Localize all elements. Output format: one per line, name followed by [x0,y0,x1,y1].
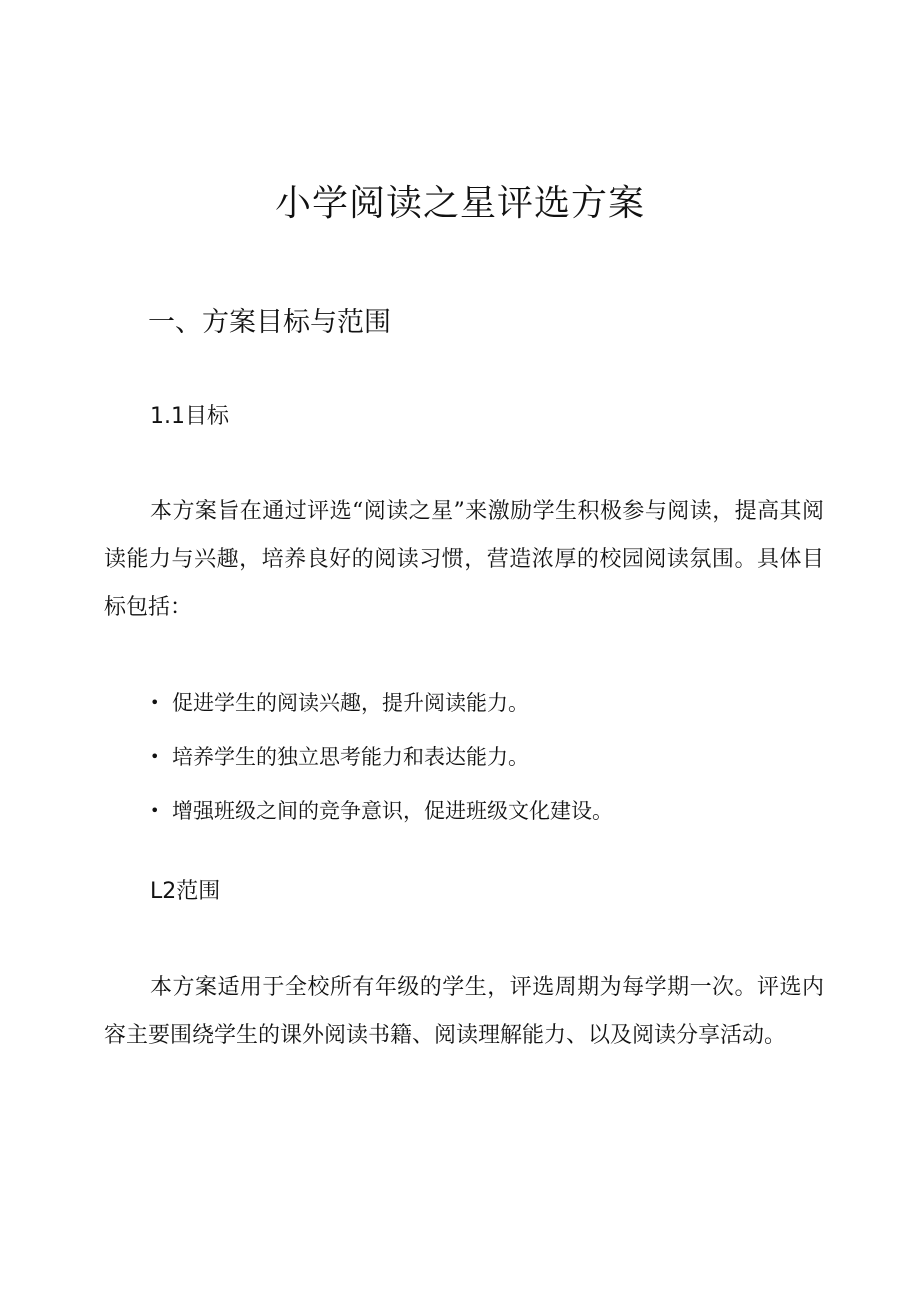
list-item [150,676,613,730]
scope-paragraph: 本方案适用于全校所有年级的学生，评选周期为每学期一次。评选内容主要围绕学生的课外阅读书籍、阅读理解能力、以及阅读分享活动。 [104,975,824,1048]
list-item [150,730,613,784]
section-heading: 一、方案目标与范围 [148,307,391,338]
list-item-text: 增强班级之间的竞争意识，促进班级文化建设。 [172,799,613,823]
goals-paragraph: 本方案旨在通过评选“阅读之星”来激励学生积极参与阅读，提高其阅读能力与兴趣，培养良好的阅读习惯，营造浓厚的校园阅读氛围。具体目标包括： [104,499,824,620]
list-item-text: 促进学生的阅读兴趣，提升阅读能力。 [172,691,529,715]
list-item-text: 培养学生的独立思考能力和表达能力。 [172,745,529,769]
subsection-heading-goals: 1.1目标 [150,404,229,429]
bullet-icon: • [150,693,160,712]
bullet-icon: • [150,801,160,820]
document-title: 小学阅读之星评选方案 [274,183,645,224]
goals-list [150,676,613,838]
bullet-icon: • [150,747,160,766]
subsection-heading-scope: L2范围 [150,879,221,904]
list-item [150,784,613,838]
